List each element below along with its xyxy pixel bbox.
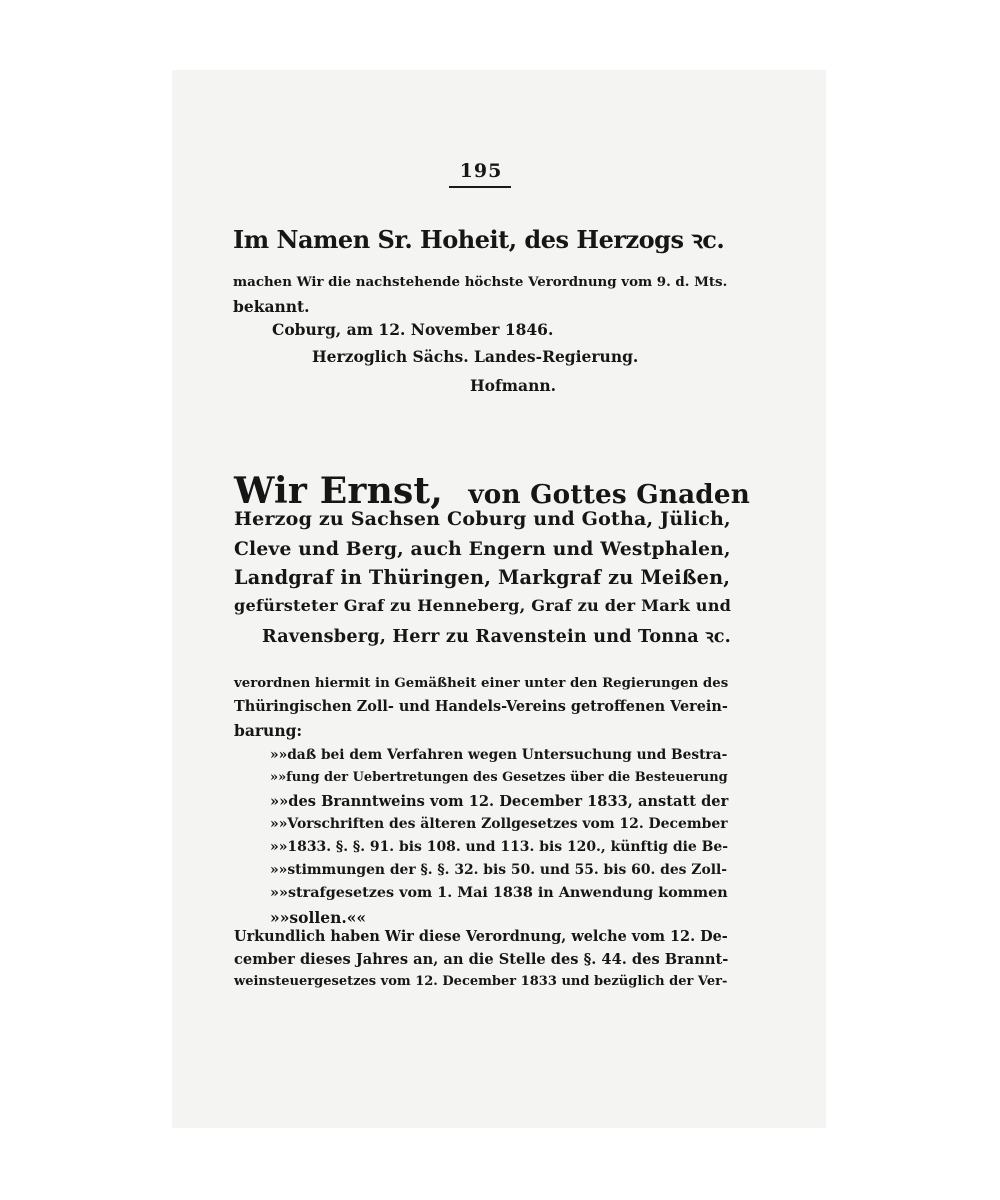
- ordinance-line-1: verordnen hiermit in Gemäßheit einer unter den Regierungen des: [234, 675, 729, 691]
- announcement-signature: Hofmann.: [470, 376, 557, 395]
- quote-line-1: »»daß bei dem Verfahren wegen Untersuchung und Bestra-: [270, 747, 728, 763]
- title-line-5: gefürsteter Graf zu Henneberg, Graf zu der Mark und: [234, 596, 732, 615]
- quote-line-3: »»des Branntweins vom 12. December 1833, anstatt der: [270, 793, 729, 810]
- closing-line-2: cember dieses Jahres an, an die Stelle des §. 44. des Brannt-: [234, 951, 729, 968]
- title-line-3: Cleve und Berg, auch Engern und Westphalen,: [234, 538, 731, 560]
- quote-line-2: »»fung der Uebertretungen des Gesetzes über die Besteuerung: [270, 770, 728, 785]
- announcement-place-date: Coburg, am 12. November 1846.: [272, 320, 554, 339]
- quote-line-7: »»strafgesetzes vom 1. Mai 1838 in Anwendung kommen: [270, 885, 728, 901]
- title-line-1: [234, 470, 750, 512]
- announcement-line-1: machen Wir die nachstehende höchste Verordnung vom 9. d. Mts.: [233, 274, 728, 290]
- page-number-underline: [449, 186, 511, 188]
- quote-line-8: »»sollen.««: [270, 908, 367, 927]
- ordinance-line-2: Thüringischen Zoll- und Handels-Vereins getroffenen Verein-: [234, 698, 728, 715]
- closing-line-1: Urkundlich haben Wir diese Verordnung, welche vom 12. De-: [234, 928, 728, 945]
- title-line-4: Landgraf in Thüringen, Markgraf zu Meißen,: [234, 566, 731, 589]
- title-line-1-rest: von Gottes Gnaden: [468, 479, 750, 510]
- quote-line-6: »»stimmungen der §. §. 32. bis 50. und 55. bis 60. des Zoll-: [270, 862, 727, 878]
- announcement-heading: Im Namen Sr. Hoheit, des Herzogs ꝛc.: [233, 225, 725, 254]
- quote-line-5: »»1833. §. §. 91. bis 108. und 113. bis 120., künftig die Be-: [270, 839, 729, 855]
- quote-line-4: »»Vorschriften des älteren Zollgesetzes vom 12. December: [270, 816, 728, 832]
- title-line-2: Herzog zu Sachsen Coburg und Gotha, Jülich,: [234, 508, 731, 530]
- title-line-6: Ravensberg, Herr zu Ravenstein und Tonna ꝛc.: [262, 626, 732, 647]
- ordinance-line-3: barung:: [234, 721, 303, 740]
- announcement-authority: Herzoglich Sächs. Landes-Regierung.: [312, 347, 639, 366]
- page-number: 195: [459, 160, 503, 182]
- closing-line-3: weinsteuergesetzes vom 12. December 1833 und bezüglich der Ver-: [234, 974, 728, 989]
- title-sovereign-name: Wir Ernst,: [234, 470, 443, 512]
- announcement-line-2: bekannt.: [233, 297, 310, 316]
